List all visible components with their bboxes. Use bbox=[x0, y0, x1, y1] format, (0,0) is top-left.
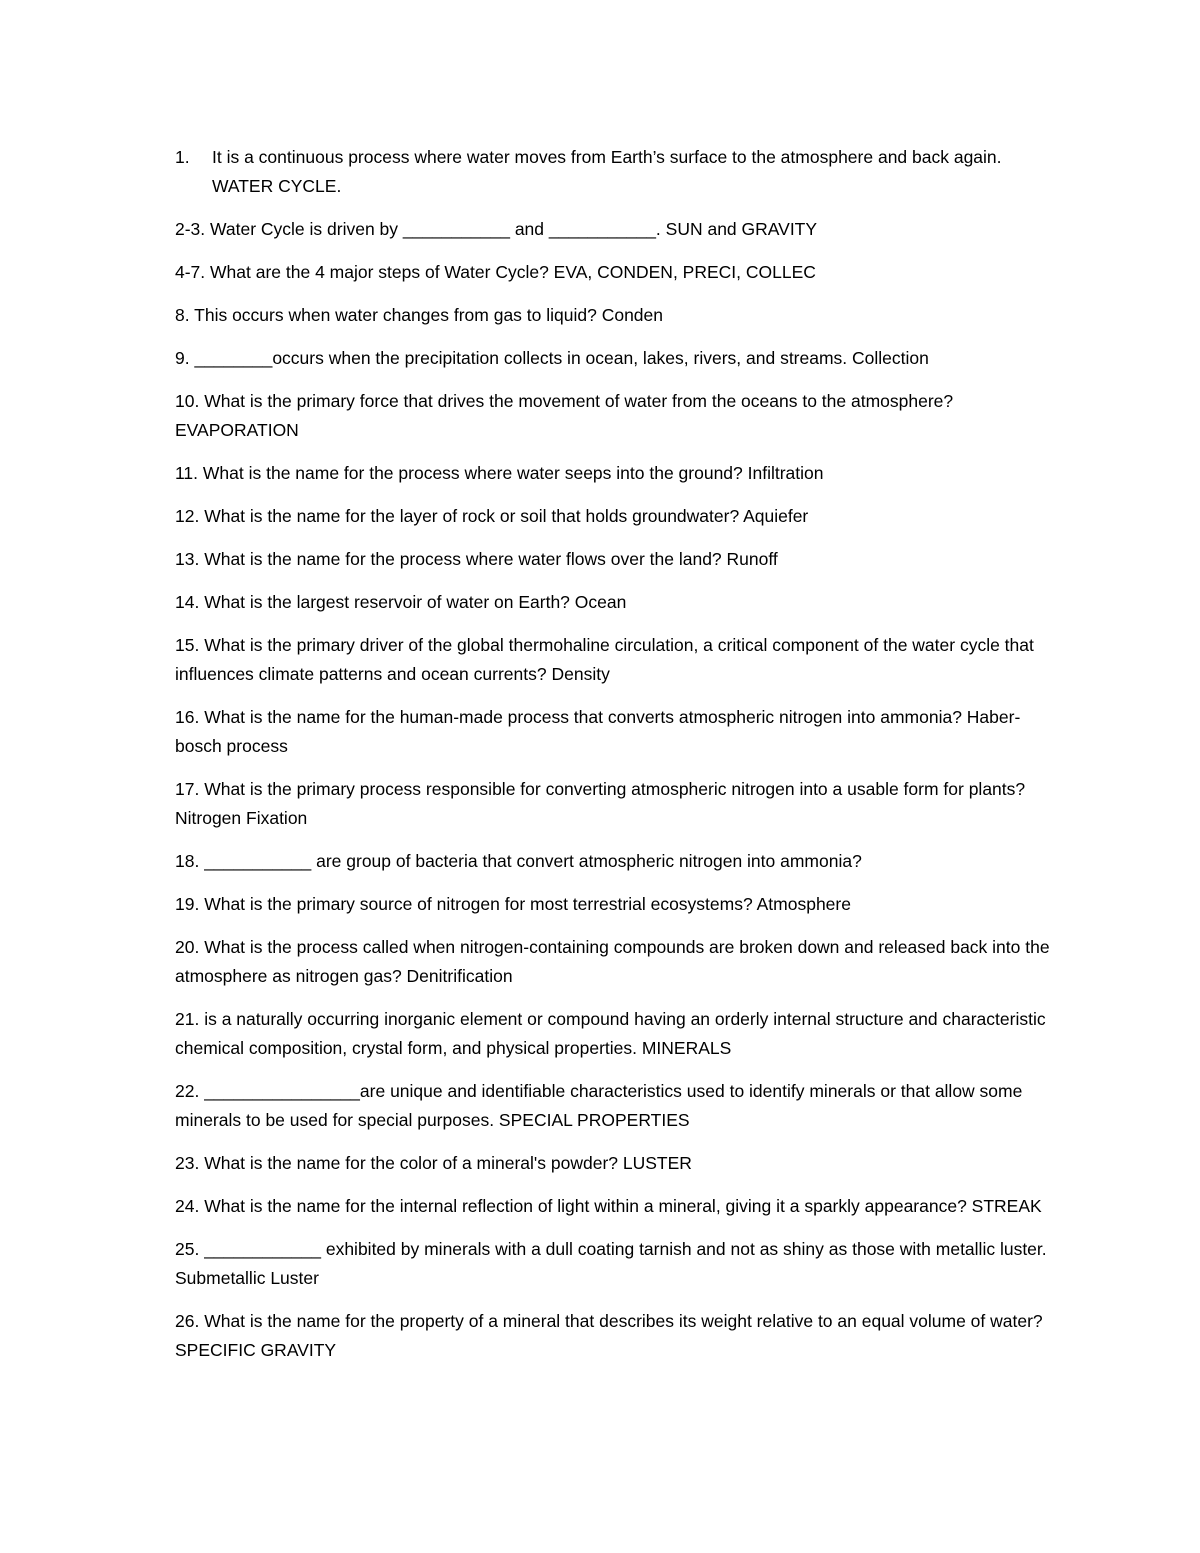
question-item-18: 18. ___________ are group of bacteria that convert atmospheric nitrogen into ammonia? bbox=[175, 851, 862, 871]
question-item-1 bbox=[175, 143, 1055, 201]
question-item-16: 16. What is the name for the human-made process that converts atmospheric nitrogen into ammonia? Haber-bosch process bbox=[175, 707, 1021, 756]
question-list bbox=[175, 143, 1055, 1379]
question-number: 1. bbox=[175, 147, 190, 167]
question-item-13: 13. What is the name for the process where water flows over the land? Runoff bbox=[175, 549, 778, 569]
question-item-24: 24. What is the name for the internal reflection of light within a mineral, giving it a sparkly appearance? STREAK bbox=[175, 1196, 1042, 1216]
question-item-17: 17. What is the primary process responsible for converting atmospheric nitrogen into a usable form for plants? Nitrogen Fixation bbox=[175, 779, 1026, 828]
question-item-10: 10. What is the primary force that drives the movement of water from the oceans to the atmosphere? EVAPORATION bbox=[175, 391, 954, 440]
question-item-25: 25. ____________ exhibited by minerals with a dull coating tarnish and not as shiny as those with metallic luster. Submetallic Luster bbox=[175, 1239, 1047, 1288]
question-item-22: 22. ________________are unique and identifiable characteristics used to identify minerals or that allow some minerals to be used for special purposes. SPECIAL PROPERTIES bbox=[175, 1081, 1023, 1130]
question-item-4-7: 4-7. What are the 4 major steps of Water Cycle? EVA, CONDEN, PRECI, COLLEC bbox=[175, 262, 816, 282]
question-item-11: 11. What is the name for the process where water seeps into the ground? Infiltration bbox=[175, 463, 824, 483]
question-item-23: 23. What is the name for the color of a mineral's powder? LUSTER bbox=[175, 1153, 692, 1173]
question-item-20: 20. What is the process called when nitrogen-containing compounds are broken down and released back into the atmosphere as nitrogen gas? Denitrification bbox=[175, 937, 1050, 986]
question-item-21: 21. is a naturally occurring inorganic element or compound having an orderly internal structure and characteristic chemical composition, crystal form, and physical properties. MINERALS bbox=[175, 1009, 1046, 1058]
question-item-15: 15. What is the primary driver of the global thermohaline circulation, a critical component of the water cycle that influences climate patterns and ocean currents? Density bbox=[175, 635, 1034, 684]
question-item-19: 19. What is the primary source of nitrogen for most terrestrial ecosystems? Atmosphere bbox=[175, 894, 851, 914]
question-item-8: 8. This occurs when water changes from gas to liquid? Conden bbox=[175, 305, 664, 325]
question-item-26: 26. What is the name for the property of a mineral that describes its weight relative to an equal volume of water? SPECIFIC GRAVITY bbox=[175, 1311, 1043, 1360]
question-item-9: 9. ________occurs when the precipitation collects in ocean, lakes, rivers, and streams. Collection bbox=[175, 348, 929, 368]
question-item-12: 12. What is the name for the layer of rock or soil that holds groundwater? Aquiefer bbox=[175, 506, 809, 526]
question-text: It is a continuous process where water moves from Earth’s surface to the atmosphere and back again. WATER CYCLE. bbox=[212, 147, 1002, 196]
question-item-2-3: 2-3. Water Cycle is driven by ___________ and ___________. SUN and GRAVITY bbox=[175, 219, 818, 239]
question-item-14: 14. What is the largest reservoir of water on Earth? Ocean bbox=[175, 592, 627, 612]
